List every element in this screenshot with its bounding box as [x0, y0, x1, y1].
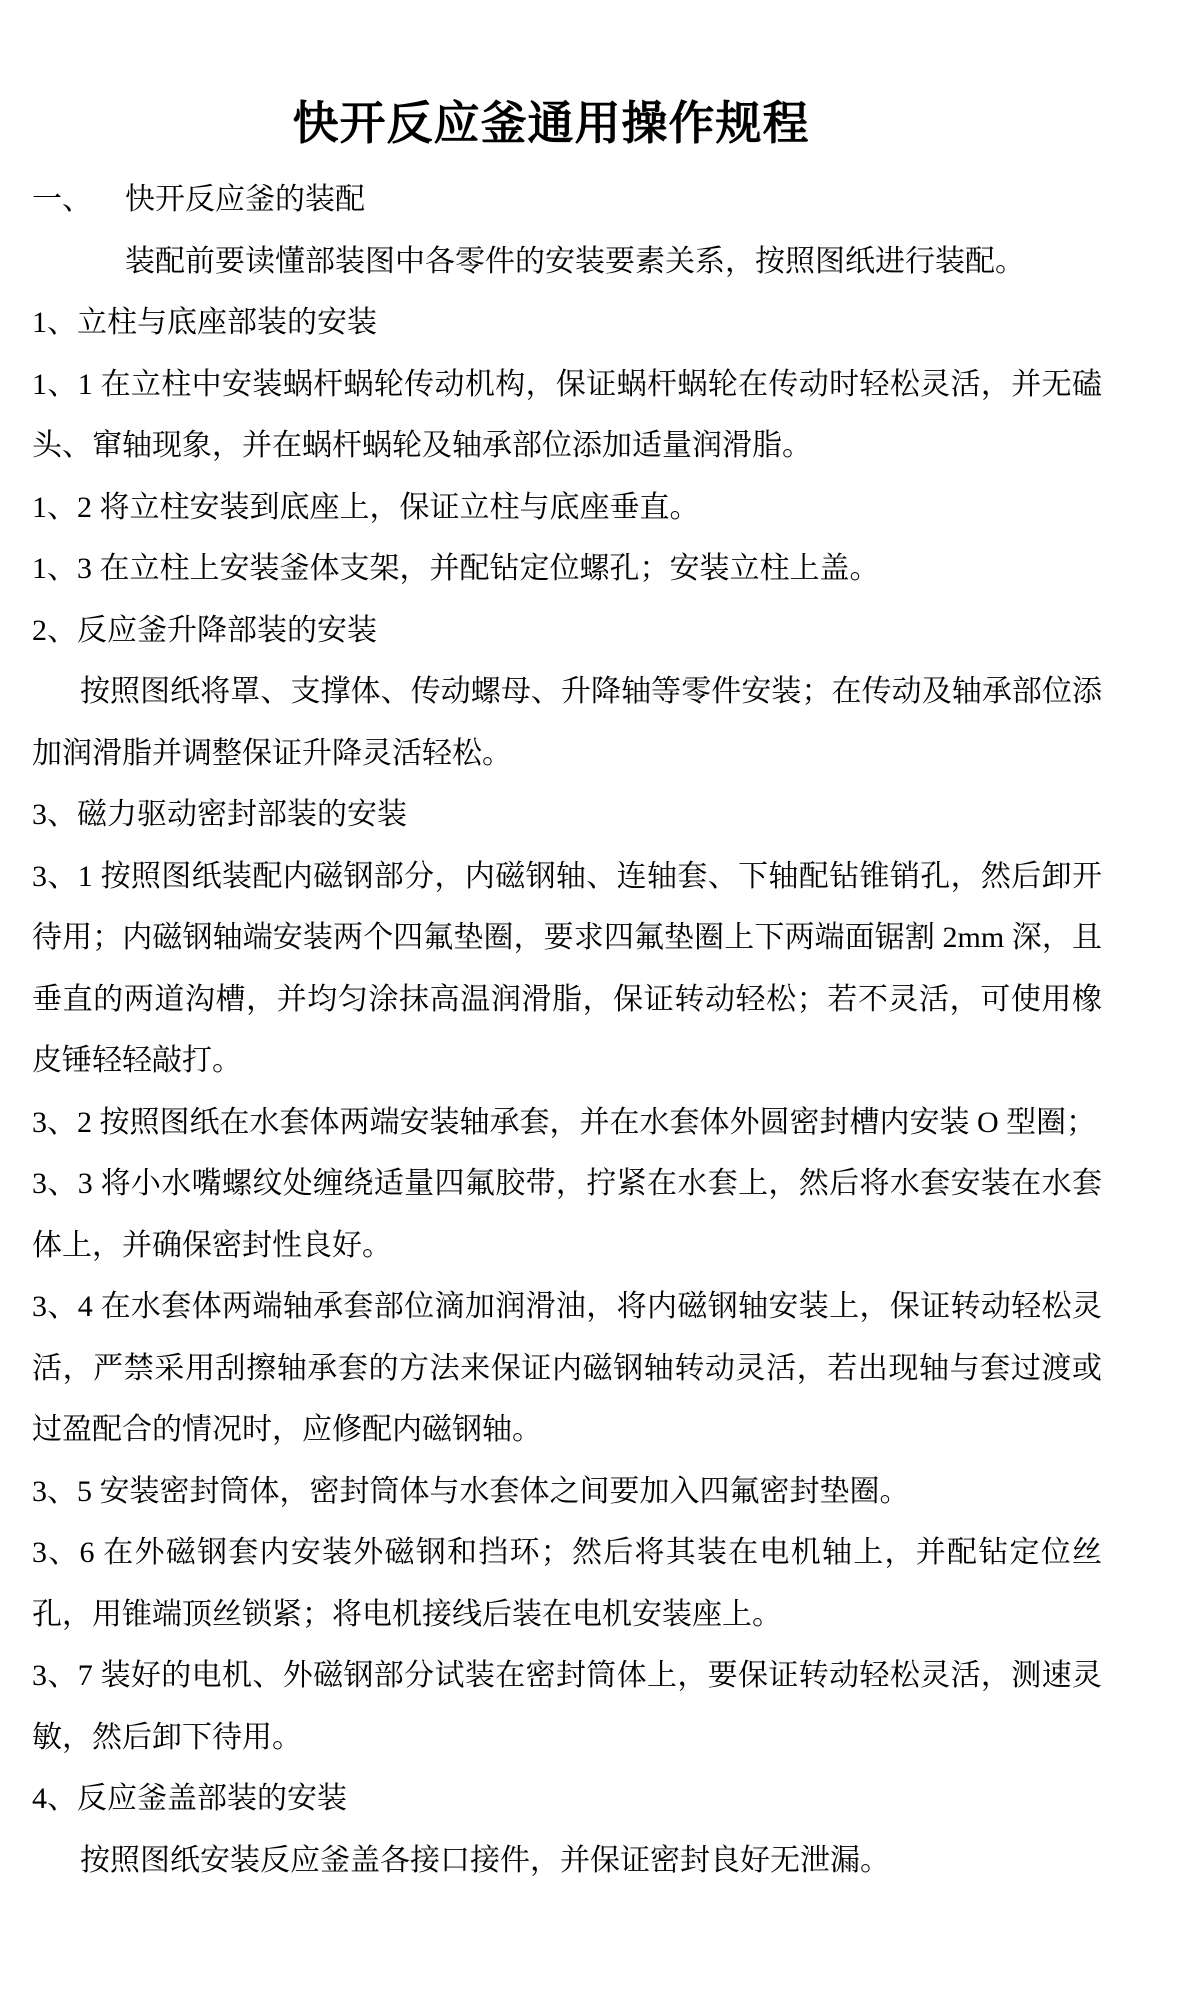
document-page	[0, 98, 1102, 1891]
paragraph: 按照图纸安装反应釜盖各接口接件，并保证密封良好无泄漏。	[80, 1843, 890, 1877]
document-body	[32, 169, 1102, 1891]
paragraph: 1、立柱与底座部装的安装	[32, 306, 377, 339]
paragraph: 1、2 将立柱安装到底座上，保证立柱与底座垂直。	[32, 490, 700, 524]
paragraph: 1、3 在立柱上安装釜体支架，并配钻定位螺孔；安装立柱上盖。	[32, 552, 880, 585]
paragraph: 装配前要读懂部装图中各零件的安装要素关系，按照图纸进行装配。	[125, 244, 1025, 278]
document-title: 快开反应釜通用操作规程	[292, 98, 810, 149]
paragraph-list	[32, 231, 1102, 1892]
paragraph: 3、7 装好的电机、外磁钢部分试装在密封筒体上，要保证转动轻松灵活，测速灵敏，然后卸下待用。	[32, 1659, 1102, 1754]
paragraph: 1、1 在立柱中安装蜗杆蜗轮传动机构，保证蜗杆蜗轮在传动时轻松灵活，并无磕头、窜轴现象，并在蜗杆蜗轮及轴承部位添加适量润滑脂。	[32, 367, 1102, 462]
paragraph: 3、3 将小水嘴螺纹处缠绕适量四氟胶带，拧紧在水套上，然后将水套安装在水套体上，并确保密封性良好。	[32, 1167, 1102, 1262]
paragraph: 3、4 在水套体两端轴承套部位滴加润滑油，将内磁钢轴安装上，保证转动轻松灵活，严禁采用刮擦轴承套的方法来保证内磁钢轴转动灵活，若出现轴与套过渡或过盈配合的情况时，应修配内磁钢轴。	[32, 1290, 1102, 1446]
paragraph: 3、磁力驱动密封部装的安装	[32, 798, 407, 831]
paragraph: 2、反应釜升降部装的安装	[32, 613, 377, 647]
paragraph: 4、反应釜盖部装的安装	[32, 1782, 347, 1815]
paragraph: 3、5 安装密封筒体，密封筒体与水套体之间要加入四氟密封垫圈。	[32, 1474, 910, 1508]
paragraph: 3、6 在外磁钢套内安装外磁钢和挡环；然后将其装在电机轴上，并配钻定位丝孔，用锥端顶丝锁紧；将电机接线后装在电机安装座上。	[32, 1536, 1102, 1631]
paragraph: 3、2 按照图纸在水套体两端安装轴承套，并在水套体外圆密封槽内安装 O 型圈；	[32, 1105, 1097, 1139]
paragraph: 按照图纸将罩、支撑体、传动螺母、升降轴等零件安装；在传动及轴承部位添加润滑脂并调整保证升降灵活轻松。	[32, 675, 1102, 770]
section-heading-text: 快开反应釜的装配	[125, 183, 365, 216]
section-marker: 一、	[32, 183, 92, 216]
paragraph: 3、1 按照图纸装配内磁钢部分，内磁钢轴、连轴套、下轴配钻锥销孔，然后卸开待用；内磁钢轴端安装两个四氟垫圈，要求四氟垫圈上下两端面锯割 2mm 深，且垂直的两道沟槽，并均匀涂抹高温润滑脂，保证转动轻松；若不灵活，可使用橡皮锤轻轻敲打。	[32, 859, 1102, 1077]
section-heading	[32, 169, 1102, 231]
